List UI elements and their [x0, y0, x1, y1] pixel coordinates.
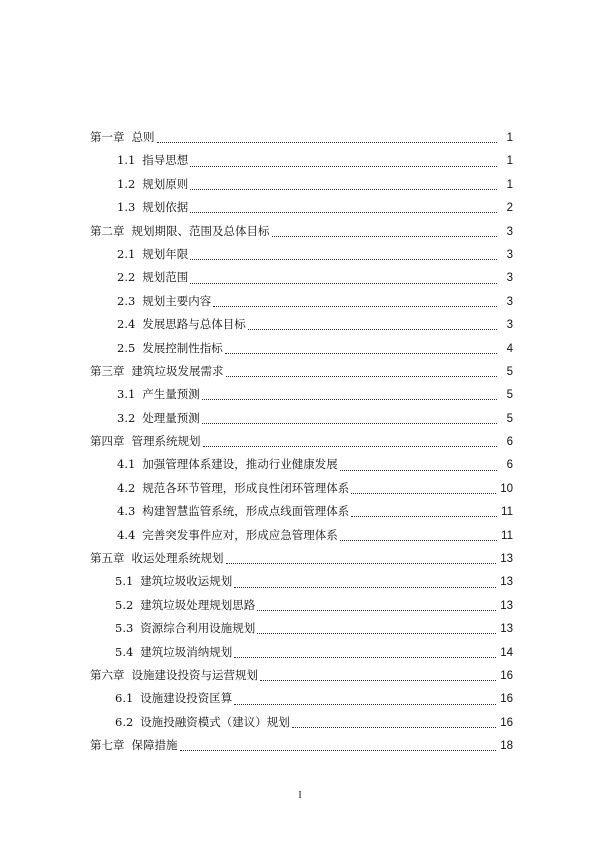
- toc-entry-number: 第七章: [90, 738, 125, 753]
- toc-entry-title: 规划年限: [142, 246, 189, 261]
- toc-page-number: 13: [500, 623, 513, 636]
- toc-entry-number: 2.4: [117, 317, 136, 332]
- toc-leader-dots: [202, 399, 497, 400]
- toc-section-entry[interactable]: [90, 313, 513, 336]
- toc-leader-dots: [248, 329, 497, 330]
- toc-entry-number: 第五章: [90, 551, 125, 566]
- toc-entry-title: 产生量预测: [142, 387, 200, 402]
- toc-entry-title: 完善突发事件应对，形成应急管理体系: [142, 527, 338, 542]
- toc-leader-dots: [234, 704, 496, 705]
- toc-leader-dots: [351, 516, 497, 517]
- toc-entry-number: 6.1: [115, 691, 134, 706]
- toc-leader-dots: [213, 306, 497, 307]
- toc-section-entry[interactable]: [90, 290, 513, 313]
- toc-section-entry[interactable]: [90, 173, 513, 196]
- toc-section-entry[interactable]: [90, 149, 513, 172]
- toc-section-entry[interactable]: [90, 687, 513, 710]
- toc-entry-number: 1.3: [117, 200, 136, 215]
- toc-page-number: 13: [500, 599, 513, 612]
- table-of-contents: [90, 126, 513, 758]
- toc-page-number: 6: [506, 436, 513, 449]
- toc-entry-title: 建筑垃圾处理规划思路: [140, 597, 256, 612]
- toc-entry-title: 发展思路与总体目标: [142, 317, 246, 332]
- toc-entry-number: 5.1: [115, 574, 134, 589]
- toc-leader-dots: [234, 657, 496, 658]
- toc-entry-number: 3.1: [117, 387, 136, 402]
- toc-entry-number: 第四章: [90, 434, 125, 449]
- toc-entry-label: [117, 477, 349, 500]
- toc-page-number: 3: [506, 272, 513, 285]
- toc-page-number: 10: [500, 482, 513, 495]
- toc-entry-number: 5.2: [115, 597, 134, 612]
- toc-section-entry[interactable]: [90, 407, 513, 430]
- toc-entry-label: [117, 453, 338, 476]
- toc-entry-label: [90, 220, 270, 243]
- toc-entry-number: 4.2: [117, 480, 136, 495]
- toc-entry-title: 规划期限、范围及总体目标: [131, 223, 270, 238]
- toc-chapter-entry[interactable]: [90, 430, 513, 453]
- toc-entry-title: 规划主要内容: [142, 293, 212, 308]
- toc-leader-dots: [225, 353, 497, 354]
- toc-leader-dots: [340, 540, 497, 541]
- toc-leader-dots: [340, 470, 497, 471]
- toc-entry-label: [117, 266, 188, 289]
- toc-page-number: 5: [506, 412, 513, 425]
- toc-leader-dots: [190, 166, 497, 167]
- toc-chapter-entry[interactable]: [90, 734, 513, 757]
- toc-leader-dots: [226, 563, 497, 564]
- toc-page-number: 1: [506, 155, 513, 168]
- toc-entry-title: 处理量预测: [142, 410, 200, 425]
- toc-entry-label: [117, 407, 200, 430]
- toc-entry-label: [115, 641, 232, 664]
- toc-section-entry[interactable]: [90, 594, 513, 617]
- toc-entry-label: [115, 711, 290, 734]
- toc-entry-number: 5.3: [115, 621, 134, 636]
- toc-entry-number: 第二章: [90, 223, 125, 238]
- toc-entry-label: [90, 734, 178, 757]
- toc-entry-title: 收运处理系统规划: [131, 551, 224, 566]
- toc-section-entry[interactable]: [90, 524, 513, 547]
- toc-entry-number: 4.4: [117, 527, 136, 542]
- toc-entry-title: 规划原则: [142, 176, 189, 191]
- toc-entry-title: 构建智慧监管系统，形成点线面管理体系: [142, 504, 350, 519]
- toc-entry-label: [117, 524, 338, 547]
- toc-page-number: 16: [500, 693, 513, 706]
- toc-page-number: 13: [500, 576, 513, 589]
- toc-entry-number: 1.2: [117, 176, 136, 191]
- toc-leader-dots: [157, 142, 498, 143]
- toc-entry-label: [117, 173, 188, 196]
- toc-page-number: 3: [506, 248, 513, 261]
- toc-section-entry[interactable]: [90, 196, 513, 219]
- toc-page-number: 1: [506, 178, 513, 191]
- toc-leader-dots: [226, 376, 498, 377]
- toc-entry-number: 5.4: [115, 644, 134, 659]
- toc-entry-label: [115, 570, 232, 593]
- toc-page-number: 5: [506, 389, 513, 402]
- toc-page-number: 6: [506, 459, 513, 472]
- toc-entry-label: [90, 126, 155, 149]
- toc-entry-number: 4.1: [117, 457, 136, 472]
- toc-entry-label: [117, 149, 188, 172]
- toc-leader-dots: [260, 680, 496, 681]
- toc-entry-label: [90, 547, 224, 570]
- toc-entry-number: 6.2: [115, 714, 134, 729]
- toc-entry-number: 2.2: [117, 270, 136, 285]
- toc-entry-label: [115, 594, 255, 617]
- toc-entry-title: 加强管理体系建设，推动行业健康发展: [142, 457, 338, 472]
- toc-chapter-entry[interactable]: [90, 360, 513, 383]
- toc-chapter-entry[interactable]: [90, 664, 513, 687]
- toc-leader-dots: [351, 493, 496, 494]
- page-number: I: [298, 790, 302, 801]
- toc-chapter-entry[interactable]: [90, 220, 513, 243]
- toc-page-number: 3: [506, 319, 513, 332]
- toc-section-entry[interactable]: [90, 617, 513, 640]
- toc-leader-dots: [190, 189, 497, 190]
- toc-leader-dots: [272, 236, 498, 237]
- toc-entry-title: 总则: [131, 130, 155, 144]
- toc-entry-number: 2.1: [117, 246, 136, 261]
- toc-chapter-entry[interactable]: [90, 126, 513, 149]
- toc-section-entry[interactable]: [90, 500, 513, 523]
- toc-entry-number: 1.1: [117, 153, 136, 168]
- toc-entry-title: 规划范围: [142, 270, 189, 285]
- toc-entry-label: [90, 360, 224, 383]
- toc-leader-dots: [292, 727, 496, 728]
- toc-section-entry[interactable]: [90, 570, 513, 593]
- toc-chapter-entry[interactable]: [90, 547, 513, 570]
- toc-leader-dots: [257, 633, 496, 634]
- toc-page-number: 3: [506, 225, 513, 238]
- toc-entry-number: 第三章: [90, 363, 125, 378]
- toc-entry-label: [117, 196, 188, 219]
- toc-entry-title: 发展控制性指标: [142, 340, 223, 355]
- toc-entry-title: 设施建设投资匡算: [140, 691, 233, 706]
- toc-entry-label: [115, 687, 232, 710]
- toc-page-number: 3: [506, 295, 513, 308]
- toc-entry-title: 建筑垃圾消纳规划: [140, 644, 233, 659]
- toc-page-number: 11: [501, 506, 513, 519]
- toc-entry-label: [90, 664, 258, 687]
- toc-entry-label: [117, 383, 200, 406]
- toc-entry-label: [117, 243, 188, 266]
- toc-section-entry[interactable]: [90, 243, 513, 266]
- toc-section-entry[interactable]: [90, 453, 513, 476]
- toc-entry-title: 指导思想: [142, 153, 189, 168]
- toc-page-number: 16: [500, 669, 513, 682]
- toc-entry-title: 设施投融资模式（建议）规划: [140, 714, 290, 729]
- toc-entry-label: [115, 617, 255, 640]
- toc-entry-label: [117, 313, 246, 336]
- toc-entry-title: 保障措施: [131, 738, 178, 753]
- toc-entry-number: 第一章: [90, 130, 125, 144]
- toc-section-entry[interactable]: [90, 383, 513, 406]
- toc-section-entry[interactable]: [90, 477, 513, 500]
- toc-entry-label: [90, 430, 201, 453]
- toc-page-number: 18: [500, 740, 513, 753]
- toc-entry-title: 规划依据: [142, 200, 189, 215]
- toc-entry-number: 3.2: [117, 410, 136, 425]
- toc-section-entry[interactable]: [90, 337, 513, 360]
- toc-entry-number: 第六章: [90, 667, 125, 682]
- toc-entry-label: [117, 337, 223, 360]
- toc-entry-title: 管理系统规划: [131, 434, 201, 449]
- toc-entry-label: [117, 500, 349, 523]
- toc-page-number: 5: [506, 365, 513, 378]
- toc-page-number: 14: [500, 646, 513, 659]
- toc-leader-dots: [180, 750, 497, 751]
- toc-page-number: 13: [500, 553, 513, 566]
- toc-entry-title: 规范各环节管理，形成良性闭环管理体系: [142, 480, 350, 495]
- toc-page-number: 11: [501, 529, 513, 542]
- toc-page-number: 1: [506, 132, 513, 144]
- toc-page-number: 16: [500, 716, 513, 729]
- toc-leader-dots: [203, 446, 498, 447]
- toc-entry-number: 2.5: [117, 340, 136, 355]
- toc-entry-title: 资源综合利用设施规划: [140, 621, 256, 636]
- toc-leader-dots: [257, 610, 496, 611]
- toc-entry-title: 建筑垃圾发展需求: [131, 363, 224, 378]
- toc-page-number: 2: [506, 202, 513, 215]
- toc-section-entry[interactable]: [90, 711, 513, 734]
- toc-leader-dots: [190, 212, 497, 213]
- toc-section-entry[interactable]: [90, 641, 513, 664]
- toc-leader-dots: [234, 587, 496, 588]
- toc-leader-dots: [202, 423, 497, 424]
- toc-entry-number: 2.3: [117, 293, 136, 308]
- toc-section-entry[interactable]: [90, 266, 513, 289]
- toc-leader-dots: [190, 283, 497, 284]
- toc-page-number: 4: [506, 342, 513, 355]
- toc-entry-label: [117, 290, 211, 313]
- toc-leader-dots: [190, 259, 497, 260]
- toc-entry-title: 建筑垃圾收运规划: [140, 574, 233, 589]
- toc-entry-title: 设施建设投资与运营规划: [131, 667, 258, 682]
- toc-entry-number: 4.3: [117, 504, 136, 519]
